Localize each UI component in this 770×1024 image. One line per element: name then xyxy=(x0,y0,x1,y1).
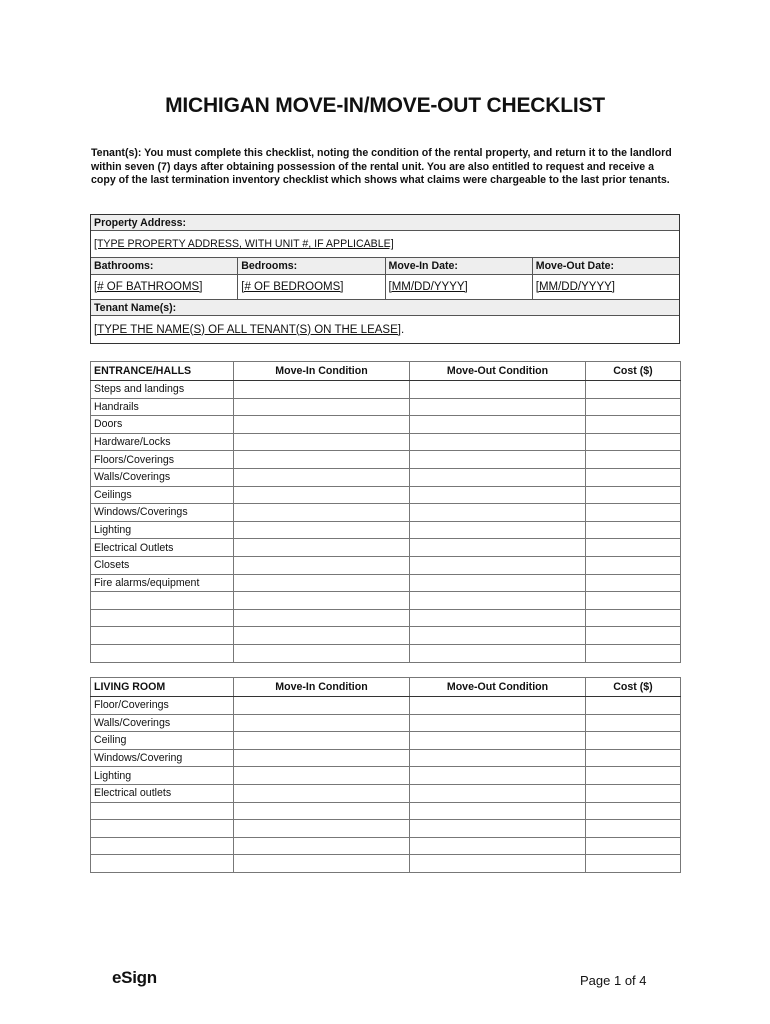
item-label: Electrical outlets xyxy=(91,784,234,802)
table-row xyxy=(91,486,681,504)
cost-cell[interactable] xyxy=(586,539,681,557)
item-label xyxy=(91,820,234,838)
item-label: Floor/Coverings xyxy=(91,697,234,715)
table-row xyxy=(91,381,681,399)
bathrooms-label: Bathrooms: xyxy=(91,258,238,274)
move-out-condition-cell[interactable] xyxy=(410,820,586,838)
item-label: Closets xyxy=(91,556,234,574)
cost-cell[interactable] xyxy=(586,416,681,434)
table-row xyxy=(91,556,681,574)
move-in-condition-cell[interactable] xyxy=(234,802,410,820)
move-in-condition-cell[interactable] xyxy=(234,381,410,399)
cost-cell[interactable] xyxy=(586,732,681,750)
table-row xyxy=(91,592,681,610)
item-label: Floors/Coverings xyxy=(91,451,234,469)
move-in-condition-cell[interactable] xyxy=(234,574,410,592)
cost-cell[interactable] xyxy=(586,820,681,838)
property-info-box xyxy=(90,214,680,344)
move-out-condition-cell[interactable] xyxy=(410,609,586,627)
item-label: Steps and landings xyxy=(91,381,234,399)
table-row xyxy=(91,539,681,557)
move-out-condition-cell[interactable] xyxy=(410,784,586,802)
move-in-condition-cell[interactable] xyxy=(234,855,410,873)
move-out-condition-cell[interactable] xyxy=(410,644,586,662)
move-out-condition-cell[interactable] xyxy=(410,697,586,715)
move-in-condition-cell[interactable] xyxy=(234,486,410,504)
move-out-condition-cell[interactable] xyxy=(410,802,586,820)
table-row xyxy=(91,837,681,855)
move-out-condition-cell[interactable] xyxy=(410,416,586,434)
cost-cell[interactable] xyxy=(586,398,681,416)
item-label xyxy=(91,627,234,645)
move-out-condition-cell[interactable] xyxy=(410,451,586,469)
table-row xyxy=(91,820,681,838)
cost-cell[interactable] xyxy=(586,574,681,592)
move-out-condition-cell[interactable] xyxy=(410,749,586,767)
move-out-condition-cell[interactable] xyxy=(410,539,586,557)
item-label: Lighting xyxy=(91,521,234,539)
cost-cell[interactable] xyxy=(586,697,681,715)
move-out-condition-cell[interactable] xyxy=(410,767,586,785)
table-row xyxy=(91,433,681,451)
cost-cell[interactable] xyxy=(586,486,681,504)
tenant-name-label: Tenant Name(s): xyxy=(94,301,177,314)
cost-cell[interactable] xyxy=(586,609,681,627)
table-row xyxy=(91,468,681,486)
item-label xyxy=(91,837,234,855)
item-label xyxy=(91,802,234,820)
move-out-condition-cell[interactable] xyxy=(410,592,586,610)
page-number: Page 1 of 4 xyxy=(580,973,647,988)
table-row xyxy=(91,784,681,802)
move-in-condition-cell[interactable] xyxy=(234,732,410,750)
move-out-condition-cell[interactable] xyxy=(410,837,586,855)
move-in-condition-cell[interactable] xyxy=(234,837,410,855)
table-row xyxy=(91,574,681,592)
entrance-halls-table xyxy=(90,361,681,663)
move-out-condition-cell[interactable] xyxy=(410,855,586,873)
move-in-condition-cell[interactable] xyxy=(234,697,410,715)
move-in-condition-cell[interactable] xyxy=(234,592,410,610)
cost-cell[interactable] xyxy=(586,433,681,451)
item-label xyxy=(91,609,234,627)
living-room-table xyxy=(90,677,681,873)
move-out-date-field[interactable]: [MM/DD/YYYY] xyxy=(535,281,615,293)
cost-cell[interactable] xyxy=(586,556,681,574)
item-label xyxy=(91,644,234,662)
cost-header: Cost ($) xyxy=(586,678,681,697)
move-in-condition-cell[interactable] xyxy=(234,714,410,732)
table-row xyxy=(91,416,681,434)
tenant-name-field[interactable] xyxy=(91,316,679,343)
table-row xyxy=(91,732,681,750)
cost-cell[interactable] xyxy=(586,837,681,855)
move-in-condition-cell[interactable] xyxy=(234,539,410,557)
section-heading: ENTRANCE/HALLS xyxy=(91,362,234,381)
move-out-condition-header: Move-Out Condition xyxy=(410,678,586,697)
cost-cell[interactable] xyxy=(586,802,681,820)
move-out-condition-cell[interactable] xyxy=(410,486,586,504)
table-row xyxy=(91,451,681,469)
move-in-condition-cell[interactable] xyxy=(234,784,410,802)
bedrooms-label: Bedrooms: xyxy=(238,258,385,274)
property-address-label: Property Address: xyxy=(91,215,679,230)
move-out-condition-cell[interactable] xyxy=(410,714,586,732)
move-in-condition-header: Move-In Condition xyxy=(234,362,410,381)
tenant-name-suffix: . xyxy=(400,323,405,336)
move-out-condition-cell[interactable] xyxy=(410,398,586,416)
cost-cell[interactable] xyxy=(586,784,681,802)
cost-cell[interactable] xyxy=(586,451,681,469)
item-label: Ceilings xyxy=(91,486,234,504)
table-row xyxy=(91,644,681,662)
table-row xyxy=(91,504,681,522)
move-in-date-label: Move-In Date: xyxy=(386,258,533,274)
cost-cell[interactable] xyxy=(586,855,681,873)
table-row xyxy=(91,697,681,715)
move-out-date-label: Move-Out Date: xyxy=(535,260,615,272)
move-out-condition-cell[interactable] xyxy=(410,521,586,539)
move-in-condition-cell[interactable] xyxy=(234,398,410,416)
cost-cell[interactable] xyxy=(586,468,681,486)
bedrooms-field[interactable]: [# OF BEDROOMS] xyxy=(238,275,385,299)
bathrooms-field[interactable]: [# OF BATHROOMS] xyxy=(91,275,238,299)
move-out-condition-cell[interactable] xyxy=(410,433,586,451)
item-label xyxy=(91,592,234,610)
item-label: Fire alarms/equipment xyxy=(91,574,234,592)
item-label: Walls/Coverings xyxy=(91,468,234,486)
move-in-condition-cell[interactable] xyxy=(234,609,410,627)
table-row xyxy=(91,627,681,645)
move-in-condition-cell[interactable] xyxy=(234,521,410,539)
item-label: Electrical Outlets xyxy=(91,539,234,557)
table-row xyxy=(91,521,681,539)
item-label xyxy=(91,855,234,873)
page-title: MICHIGAN MOVE-IN/MOVE-OUT CHECKLIST xyxy=(165,94,605,117)
item-label: Walls/Coverings xyxy=(91,714,234,732)
cost-header: Cost ($) xyxy=(586,362,681,381)
item-label: Hardware/Locks xyxy=(91,433,234,451)
move-in-condition-cell[interactable] xyxy=(234,504,410,522)
table-row xyxy=(91,398,681,416)
move-in-condition-cell[interactable] xyxy=(234,416,410,434)
item-label: Doors xyxy=(91,416,234,434)
move-in-condition-cell[interactable] xyxy=(234,820,410,838)
cost-cell[interactable] xyxy=(586,714,681,732)
table-row xyxy=(91,802,681,820)
section-heading: LIVING ROOM xyxy=(91,678,234,697)
move-in-condition-cell[interactable] xyxy=(234,627,410,645)
move-out-condition-cell[interactable] xyxy=(410,504,586,522)
move-in-condition-cell[interactable] xyxy=(234,749,410,767)
move-out-condition-cell[interactable] xyxy=(410,556,586,574)
item-label: Windows/Coverings xyxy=(91,504,234,522)
cost-cell[interactable] xyxy=(586,627,681,645)
move-in-condition-cell[interactable] xyxy=(234,556,410,574)
move-out-condition-header: Move-Out Condition xyxy=(410,362,586,381)
cost-cell[interactable] xyxy=(586,749,681,767)
move-in-condition-cell[interactable] xyxy=(234,451,410,469)
item-label: Ceiling xyxy=(91,732,234,750)
item-label: Handrails xyxy=(91,398,234,416)
move-in-condition-cell[interactable] xyxy=(234,468,410,486)
item-label: Windows/Covering xyxy=(91,749,234,767)
cost-cell[interactable] xyxy=(586,644,681,662)
instructions-text: Tenant(s): You must complete this checklist, noting the condition of the rental property, and return it to the landlord within seven (7) days after obtaining possession of the rental unit. You are also entitled to request and receive a copy of the last termination inventory checklist which shows what claims were chargeable to the last prior tenants. xyxy=(91,147,672,187)
move-in-condition-header: Move-In Condition xyxy=(234,678,410,697)
table-row xyxy=(91,714,681,732)
cost-cell[interactable] xyxy=(586,767,681,785)
move-in-condition-cell[interactable] xyxy=(234,644,410,662)
move-in-condition-cell[interactable] xyxy=(234,433,410,451)
cost-cell[interactable] xyxy=(586,521,681,539)
table-row xyxy=(91,767,681,785)
cost-cell[interactable] xyxy=(586,504,681,522)
move-in-date-field[interactable]: [MM/DD/YYYY] xyxy=(386,275,533,299)
tenant-name-value: [TYPE THE NAME(S) OF ALL TENANT(S) ON THE LEASE] xyxy=(94,323,401,336)
move-out-condition-cell[interactable] xyxy=(410,381,586,399)
property-address-field[interactable]: [TYPE PROPERTY ADDRESS, WITH UNIT #, IF APPLICABLE] xyxy=(94,238,394,250)
table-row xyxy=(91,609,681,627)
move-out-condition-cell[interactable] xyxy=(410,574,586,592)
esign-logo: eSign xyxy=(112,968,157,987)
cost-cell[interactable] xyxy=(586,592,681,610)
table-row xyxy=(91,749,681,767)
move-in-condition-cell[interactable] xyxy=(234,767,410,785)
cost-cell[interactable] xyxy=(586,381,681,399)
item-label: Lighting xyxy=(91,767,234,785)
move-out-condition-cell[interactable] xyxy=(410,627,586,645)
move-out-condition-cell[interactable] xyxy=(410,468,586,486)
move-out-condition-cell[interactable] xyxy=(410,732,586,750)
table-row xyxy=(91,855,681,873)
